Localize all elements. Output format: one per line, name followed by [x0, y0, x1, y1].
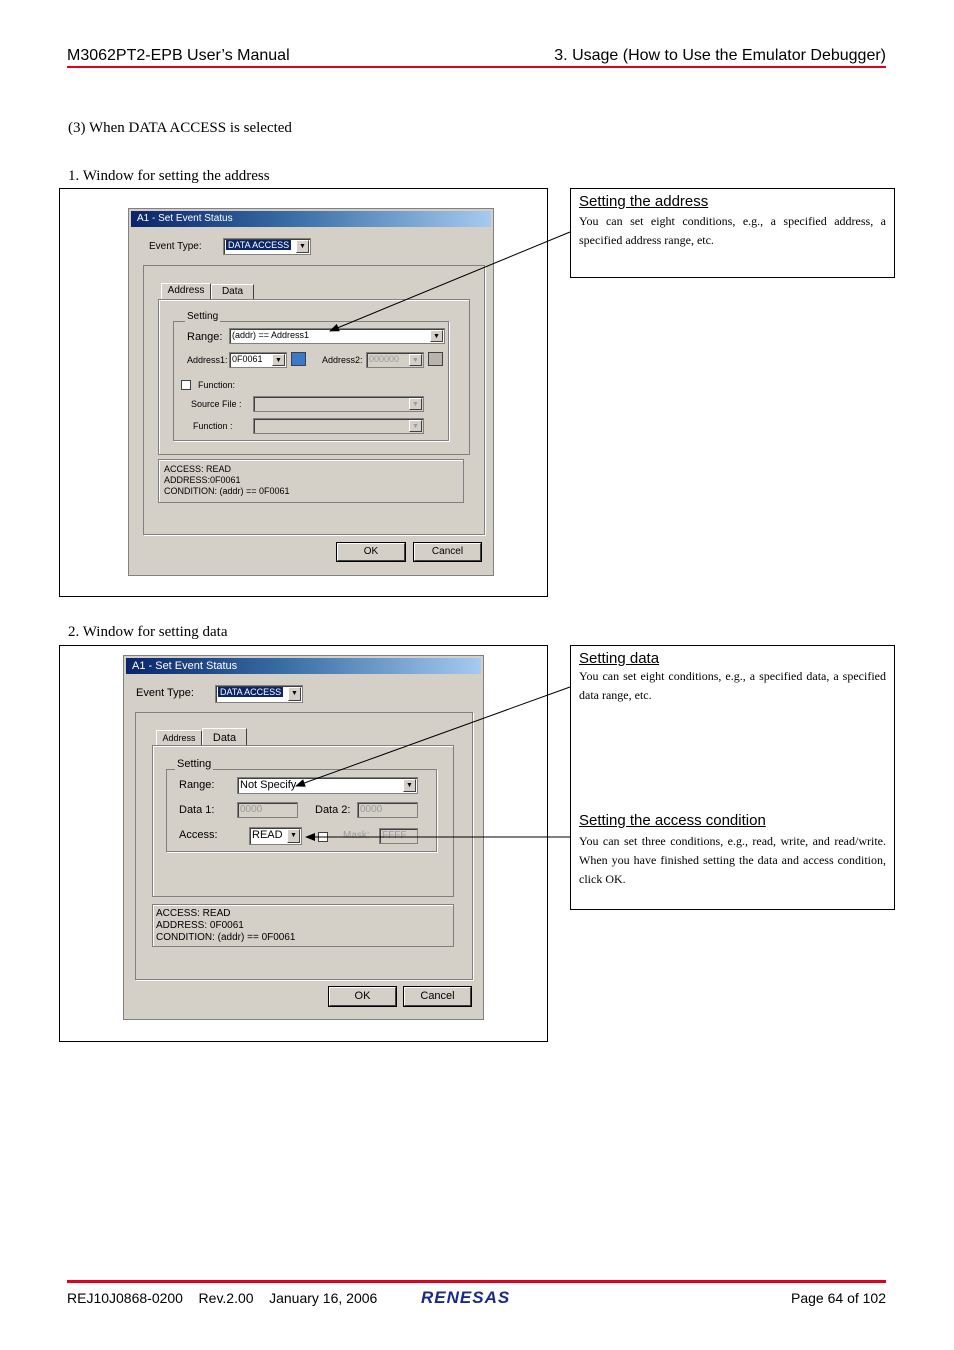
address2-select[interactable]: 000000 ▼ — [366, 352, 424, 368]
status-line: ADDRESS:0F0061 — [164, 475, 241, 485]
range-label: Range: — [179, 779, 215, 791]
function-checkbox-label: Function: — [198, 380, 236, 390]
status-line: ACCESS: READ — [164, 464, 232, 474]
status-line: ACCESS: READ — [156, 908, 231, 919]
chevron-down-icon[interactable]: ▼ — [403, 779, 416, 792]
tab-data[interactable]: Data — [202, 728, 247, 746]
event-type-select[interactable]: DATA ACCESS ▼ — [215, 685, 303, 703]
range-label: Range: — [187, 331, 223, 343]
data1-input[interactable]: 0000 — [237, 802, 298, 818]
step2-note2-body: You can set three conditions, e.g., read, write, and read/write. When you have finished setting the data and access condition, click OK. — [579, 834, 886, 886]
address1-select[interactable]: 0F0061 ▼ — [229, 352, 287, 368]
ok-button[interactable]: OK — [329, 987, 396, 1006]
step2-note1-body: You can set eight conditions, e.g., a specified data, a specified data range, etc. — [579, 669, 886, 702]
access-label: Access: — [179, 829, 218, 841]
address2-label: Address2: — [322, 355, 363, 365]
footer-rev: Rev.2.00 — [198, 1290, 254, 1306]
footer-doc-info — [67, 1290, 377, 1306]
dialog-titlebar[interactable]: A1 - Set Event Status — [131, 211, 491, 227]
tab-address[interactable]: Address — [156, 730, 202, 745]
access-select[interactable]: READ ▼ — [249, 827, 302, 845]
tab-address[interactable]: Address — [161, 283, 211, 299]
event-type-label: Event Type: — [149, 241, 202, 252]
header-chapter-title: 3. Usage (How to Use the Emulator Debugger) — [554, 47, 886, 64]
chevron-down-icon[interactable]: ▼ — [288, 687, 301, 701]
status-line: CONDITION: (addr) == 0F0061 — [164, 486, 290, 496]
data1-label: Data 1: — [179, 804, 215, 816]
function-label: Function : — [193, 421, 233, 431]
status-line: ADDRESS: 0F0061 — [156, 920, 244, 931]
header-manual-title: M3062PT2-EPB User’s Manual — [67, 47, 290, 64]
step1-note-title: Setting the address — [579, 193, 709, 210]
chevron-down-icon[interactable]: ▼ — [409, 398, 422, 410]
footer-date: January 16, 2006 — [269, 1290, 378, 1306]
setting-group-label: Setting — [187, 311, 219, 322]
data2-label: Data 2: — [315, 804, 351, 816]
range-select[interactable]: Not Specify ▼ — [237, 777, 418, 794]
source-file-label: Source File : — [191, 399, 242, 409]
event-type-label: Event Type: — [136, 687, 194, 699]
data2-input[interactable]: 0000 — [357, 802, 418, 818]
chevron-down-icon[interactable]: ▼ — [409, 354, 422, 366]
section-title: (3) When DATA ACCESS is selected — [68, 120, 292, 136]
range-select[interactable]: (addr) == Address1 ▼ — [229, 328, 445, 344]
step2-note2-title: Setting the access condition — [579, 812, 766, 829]
ok-button[interactable]: OK — [337, 543, 405, 561]
step2-note1-title: Setting data — [579, 650, 660, 667]
address-callout-line — [330, 232, 570, 331]
event-type-select[interactable]: DATA ACCESS ▼ — [223, 238, 311, 255]
step1-caption: 1. Window for setting the address — [68, 168, 270, 184]
footer-doc-id: REJ10J0868-0200 — [67, 1290, 183, 1306]
chevron-down-icon[interactable]: ▼ — [287, 829, 300, 843]
footer-rule — [67, 1280, 886, 1283]
tab-data[interactable]: Data — [211, 284, 254, 299]
step2-caption: 2. Window for setting data — [68, 624, 228, 640]
setting-group-label: Setting — [177, 758, 212, 770]
cancel-button[interactable]: Cancel — [414, 543, 481, 561]
mask-input[interactable]: FFFF — [379, 828, 418, 844]
address1-label: Address1: — [187, 355, 228, 365]
cancel-button[interactable]: Cancel — [404, 987, 471, 1006]
footer-page-number: Page 64 of 102 — [791, 1290, 886, 1306]
data-callout-line — [296, 687, 570, 786]
step1-note-body: You can set eight conditions, e.g., a specified address, a specified address range, etc. — [579, 214, 886, 247]
status-line: CONDITION: (addr) == 0F0061 — [156, 932, 296, 943]
chevron-down-icon[interactable]: ▼ — [296, 240, 309, 253]
dialog-titlebar[interactable]: A1 - Set Event Status — [126, 658, 481, 674]
renesas-logo: RENESAS — [421, 1288, 511, 1307]
chevron-down-icon[interactable]: ▼ — [272, 354, 285, 366]
chevron-down-icon[interactable]: ▼ — [430, 330, 443, 342]
mask-label: Mask: — [343, 830, 370, 841]
chevron-down-icon[interactable]: ▼ — [409, 420, 422, 432]
